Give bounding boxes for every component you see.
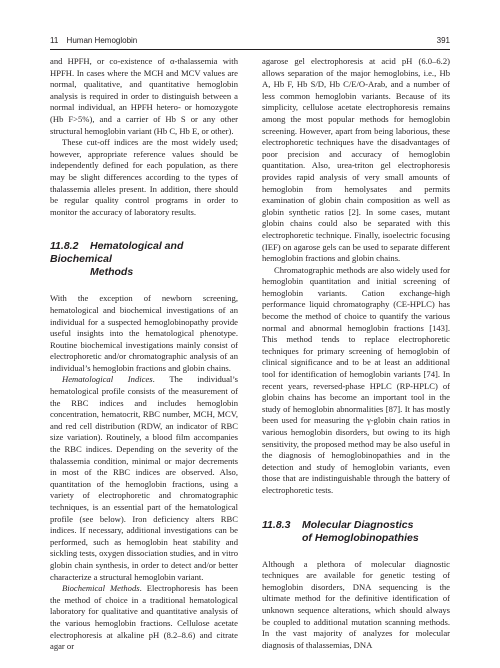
paragraph: Although a plethora of molecular diagnostic techniques are available for genetic testing of hemoglobin disorders, DNA sequencing is the ultimate method for the definitive identification of unknown sequence alterations, which should always be coupled to additional mutation scanning methods. In the vast majority of analyzes for molecular diagnosis of thalassemias, DNA bbox=[262, 558, 450, 650]
paragraph: These cut-off indices are the most widely used; however, appropriate reference values should be independently defined for each population, as there may be slight differences according to the types of thalassemia alleles present. In addition, there should be regular quality control programs in order to monitor the accuracy of laboratory results. bbox=[50, 137, 238, 217]
section-number: 11.8.3 bbox=[262, 518, 291, 531]
run-in-heading: Hematological Indices bbox=[62, 374, 153, 385]
section-number: 11.8.2 bbox=[50, 240, 79, 253]
paragraph: agarose gel electrophoresis at acid pH (6.0–6.2) allows separation of the major hemoglobins, i.e., Hb A, Hb F, Hb S/D, Hb C/E/O-Arab, and a number of less common hemoglobin variants. Because of its simplicity, cellulose acetate electrophoresis remains among the most popular methods for hemoglobin screening. However, apart from being laborious, these electrophoretic techniques have the disadvantages of poor precision and accuracy of hemoglobin quantitation. Also, urea-triton gel electrophoresis provides rapid analysis of very small amounts of hemoglobin from hemolysates and permits examination of globin chain composition as well as globin synthetic ratios [2]. In some cases, mutant globin chains could also be separated with this electrophoretic technique. Finally, isoelectric focusing (IEF) on agarose gels can be used to separate different hemoglobin fractions and globin chains. bbox=[262, 56, 450, 264]
paragraph bbox=[50, 374, 238, 583]
paragraph bbox=[50, 583, 238, 653]
page-number: 391 bbox=[436, 36, 450, 45]
section-title-line2: Methods bbox=[90, 266, 134, 279]
running-header bbox=[50, 36, 450, 50]
chapter-heading bbox=[50, 36, 137, 45]
left-column bbox=[50, 56, 238, 653]
section-heading-11-8-2 bbox=[50, 240, 238, 279]
run-in-heading: Biochemical Methods bbox=[62, 583, 140, 594]
chapter-number: 11 bbox=[50, 36, 59, 45]
paragraph-text: . Electrophoresis has been the method of choice in a traditional hematological laboratory for qualitative and quantitative analysis of the various hemoglobin fractions. Cellulose acetate electrophoresis at alkaline pH (8.2–8.6) and citrate agar or bbox=[50, 583, 238, 652]
section-title-line2: of Hemoglobinopathies bbox=[302, 531, 419, 544]
paragraph: and HPFH, or co-existence of α-thalassemia with HPFH. In cases where the MCH and MCV values are normal, qualitative, and quantitative hemoglobin analysis is required in order to distinguish between a normal individual, an HPFH hetero- or homozygote (Hb F>5%), and a carrier of Hb S or any other structural hemoglobin variant (Hb C, Hb E, or other). bbox=[50, 56, 238, 136]
right-column bbox=[262, 56, 450, 651]
section-title-line1: Molecular Diagnostics bbox=[302, 518, 414, 531]
section-heading-11-8-3 bbox=[262, 519, 450, 545]
header-rule bbox=[50, 49, 450, 50]
chapter-title: Human Hemoglobin bbox=[66, 36, 138, 45]
paragraph: With the exception of newborn screening, hematological and biochemical investigations of an individual for a suspected hemoglobinopathy provide useful insights into the hematological phenotype. Routine biochemical investigations mainly consist of electrophoretic and/or chromatographic analysis of an individual’s hemoglobin fractions and globin chains. bbox=[50, 293, 238, 373]
paragraph-text: . The individual’s hematological profile consists of the measurement of the RBC indices and includes hemoglobin concentration, hematocrit, RBC number, MCH, MCV, and red cell distribution (RDW, an indicator of RBC size variation). Routinely, a blood film accompanies the RBC indices. Depending on the severity of the thalassemia condition, minimal or major decrements in most of the RBC indices are observed. Also, quantitation of the hemoglobin fractions, using a variety of electrophoretic and chromatographic techniques, is an essential part of the hematological profile (see below). Iron deficiency alters RBC indices. If necessary, additional investigations can be performed, such as hemoglobin heat stability and sickling tests, oxygen dissociation studies, and in vitro globin chain synthesis, in order to detect and/or better characterize a structural hemoglobin variant. bbox=[50, 374, 239, 582]
section-title-line1: Hematological and Biochemical bbox=[50, 240, 184, 266]
paragraph: Chromatographic methods are also widely used for hemoglobin quantitation and initial screening of hemoglobin variants. Cation exchange-high performance liquid chromatography (CE-HPLC) has become the method of choice to quantify the various normal and abnormal hemoglobin fractions [143]. This method tends to replace electrophoretic techniques for primary screening of hemoglobin of clinical significance and to be at least an additional tool for identification of hemoglobin variants [74]. In recent years, reversed-phase HPLC (RP-HPLC) of globin chains has become an important tool in the study of hemoglobin abnormalities [87]. It has mostly been used for measuring the γ-globin chain ratios in various hemoglobin disorders, but owing to its high sensitivity, the proposed method may be also useful in the diagnosis of hemoglobinopathies and in the detection and study of hemoglobin variants, even those that are indistinguishable through the battery of electrophoretic tests. bbox=[262, 264, 450, 495]
